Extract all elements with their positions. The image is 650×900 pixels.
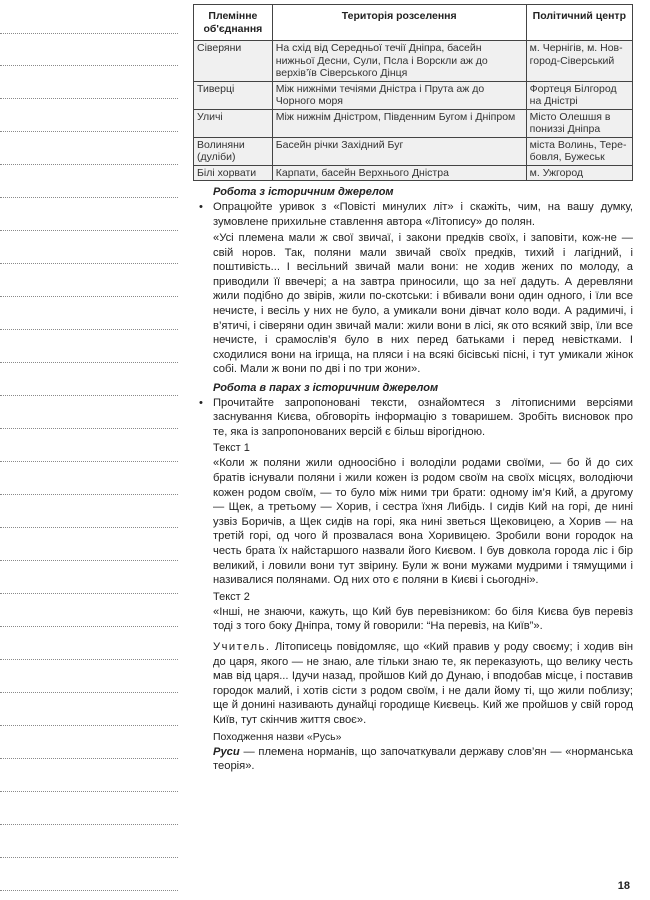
note-line (0, 527, 178, 528)
note-line (0, 890, 178, 891)
table-row (194, 41, 633, 82)
note-line (0, 560, 178, 561)
tribes-table (193, 4, 633, 181)
section2-task (199, 396, 633, 440)
header-territory: Територія розселення (272, 5, 526, 41)
note-line (0, 164, 178, 165)
cell-territory: Між нижнім Дністром, Південним Бугом і Дніпром (272, 109, 526, 137)
note-line (0, 857, 178, 858)
note-line (0, 758, 178, 759)
origin-label: Походження назви «Русь» (213, 730, 342, 743)
note-line (0, 197, 178, 198)
cell-tribe: Волиняни (дулiби) (194, 137, 273, 165)
note-line (0, 230, 178, 231)
teacher-label: Учитель. (213, 640, 271, 653)
note-line (0, 494, 178, 495)
section1-task-text: Опрацюйте уривок з «Повісті минулих літ» і скажіть, чим, на вашу думку, зумовлене прихильне ставлення автора «Літопису» до полян. (213, 201, 633, 228)
note-line (0, 395, 178, 396)
note-line (0, 692, 178, 693)
table-row (194, 137, 633, 165)
table-row (194, 109, 633, 137)
note-line (0, 131, 178, 132)
term-definition (213, 745, 633, 774)
section1-task (199, 200, 633, 229)
note-line (0, 791, 178, 792)
cell-territory: На схід від Середньої течії Дніпра, басейн нижньої Десни, Сули, Псла і Ворскли аж до верхів’їв Сіверського Дінця (272, 41, 526, 82)
note-line (0, 263, 178, 264)
note-line (0, 824, 178, 825)
table-header-row (194, 5, 633, 41)
note-line (0, 428, 178, 429)
text1-quote: «Коли ж поляни жили одноосібно і володіли родами своїми, — бо й до сих братів існували поляни і жили кожен із родом своїм на своїх місцях, володіючи кожен родом своїм, — то було між ними три брати: одному ім’я Кий, а другому — Щек, а третьому — Хорив, і сестра їхня Либідь. І сидів Кий на горі, де нині узвіз Боричів, а Щек сидів на горі, яка нині зветься Щековицею, а Хорив — на третій горі, од чого й прозвалася вона Хоривицею. Зробили вони городок на честь брата їх найстаршого назвали його Києвом. І був довкола города ліс і бір великий, і ловили вони тут звірину. Були ж вони мужами мудрими і тямущими і називалися полянами. Од них ото є поляни в Києві і сьогодні». (213, 457, 633, 587)
note-line (0, 296, 178, 297)
cell-center: м. Ужгород (526, 165, 632, 181)
note-line (0, 329, 178, 330)
cell-center: міста Волинь, Тере-бовля, Бужеськ (526, 137, 632, 165)
bullet-icon: • (199, 201, 203, 213)
note-line (0, 65, 178, 66)
section2-title: Робота в парах з історичним джерелом (213, 381, 439, 394)
note-line (0, 98, 178, 99)
page-content (193, 4, 633, 774)
section2-task-text: Прочитайте запропоновані тексти, ознайомтеся з літописними версіями заснування Києва, обговоріть інформацію з товаришем. Зробіть висновок про те, яка із запропонованих версій є більш вірогідною. (213, 396, 633, 438)
table-row (194, 165, 633, 181)
cell-tribe: Тиверцi (194, 81, 273, 109)
note-line (0, 725, 178, 726)
text2-quote: «Інші, не знаючи, кажуть, що Кий був перевізником: бо біля Києва був перевіз тоді з того боку Дніпра, тому й говорили: “На перевіз, на Київ”». (213, 605, 633, 633)
cell-territory: Карпати, басейн Верхнього Дністра (272, 165, 526, 181)
section1-quote: «Усі племена мали ж свої звичаї, і закони предків своїх, і заповіти, кож-не — свій норов. Так, поляни мали звичай своїх предків, тихий і лагідний, і поштивість... І весільний звичай мали вони: не ходив жених по молоду, а приводили її ввечері; а на завтра приносили, що за неї дадуть. А деревляни жили подібно до звірів, жили по-скотськи: і вбивали вони один одного, і їли все нечисте, і весіль у них не було, а умикали вони дівчат коло води. А радимичі, і в’ятичі, і сіверяни один звичай мали: жили вони в лісі, як ото всякий звір, їли все нечисте, і срамослів’я було в них перед батьками і перед невістками. І сходилися вони на ігрища, на пляси і на всякі бісівські пісні, і тут умикали жінок собі. Мали ж вони по дві і по три жони». (213, 232, 633, 376)
header-tribe: Племінне об'єднання (194, 5, 273, 41)
note-line (0, 461, 178, 462)
note-line (0, 33, 178, 34)
header-center: Політичний центр (526, 5, 632, 41)
term-text: — племена норманів, що започаткували державу слов’ян — «норманська теорія». (213, 745, 633, 773)
note-line (0, 659, 178, 660)
cell-center: Фортеця Білгород на Дністрі (526, 81, 632, 109)
cell-center: Місто Олешшя в пониззі Дніпра (526, 109, 632, 137)
text2-label: Текст 2 (213, 590, 250, 603)
note-line (0, 626, 178, 627)
cell-territory: Басейн річки Західний Буг (272, 137, 526, 165)
teacher-paragraph (213, 640, 633, 728)
cell-tribe: Уличi (194, 109, 273, 137)
term-word: Руси (213, 745, 240, 758)
cell-center: м. Чернігів, м. Нов-город-Сіверський (526, 41, 632, 82)
note-line (0, 593, 178, 594)
cell-tribe: Сiверяни (194, 41, 273, 82)
table-row (194, 81, 633, 109)
notes-margin (0, 0, 178, 900)
text1-label: Текст 1 (213, 442, 250, 455)
note-line (0, 362, 178, 363)
bullet-icon: • (199, 396, 203, 409)
cell-tribe: Білі хорвати (194, 165, 273, 181)
page-number: 18 (617, 880, 630, 892)
teacher-text: Літописець повідомляє, що «Кий правив у роду своєму; і ходив він до царя, якого — не знаю, але тільки знаю те, як переказують, що велику честь мав від царя... Ідучи назад, пройшов Кий до Дунаю, і вподобав місце, і поставив городок малий, і хотів сісти з родом своїм, і не дали йому ті, що жили поблизу; ще й донині називають дунайці городище Києвець. Кий же пройшов у свій город Київ, тут скінчив життя своє». (213, 640, 633, 726)
section1-title: Робота з історичним джерелом (213, 186, 394, 198)
cell-territory: Між нижніми течіями Дністра і Прута аж до Чорного моря (272, 81, 526, 109)
